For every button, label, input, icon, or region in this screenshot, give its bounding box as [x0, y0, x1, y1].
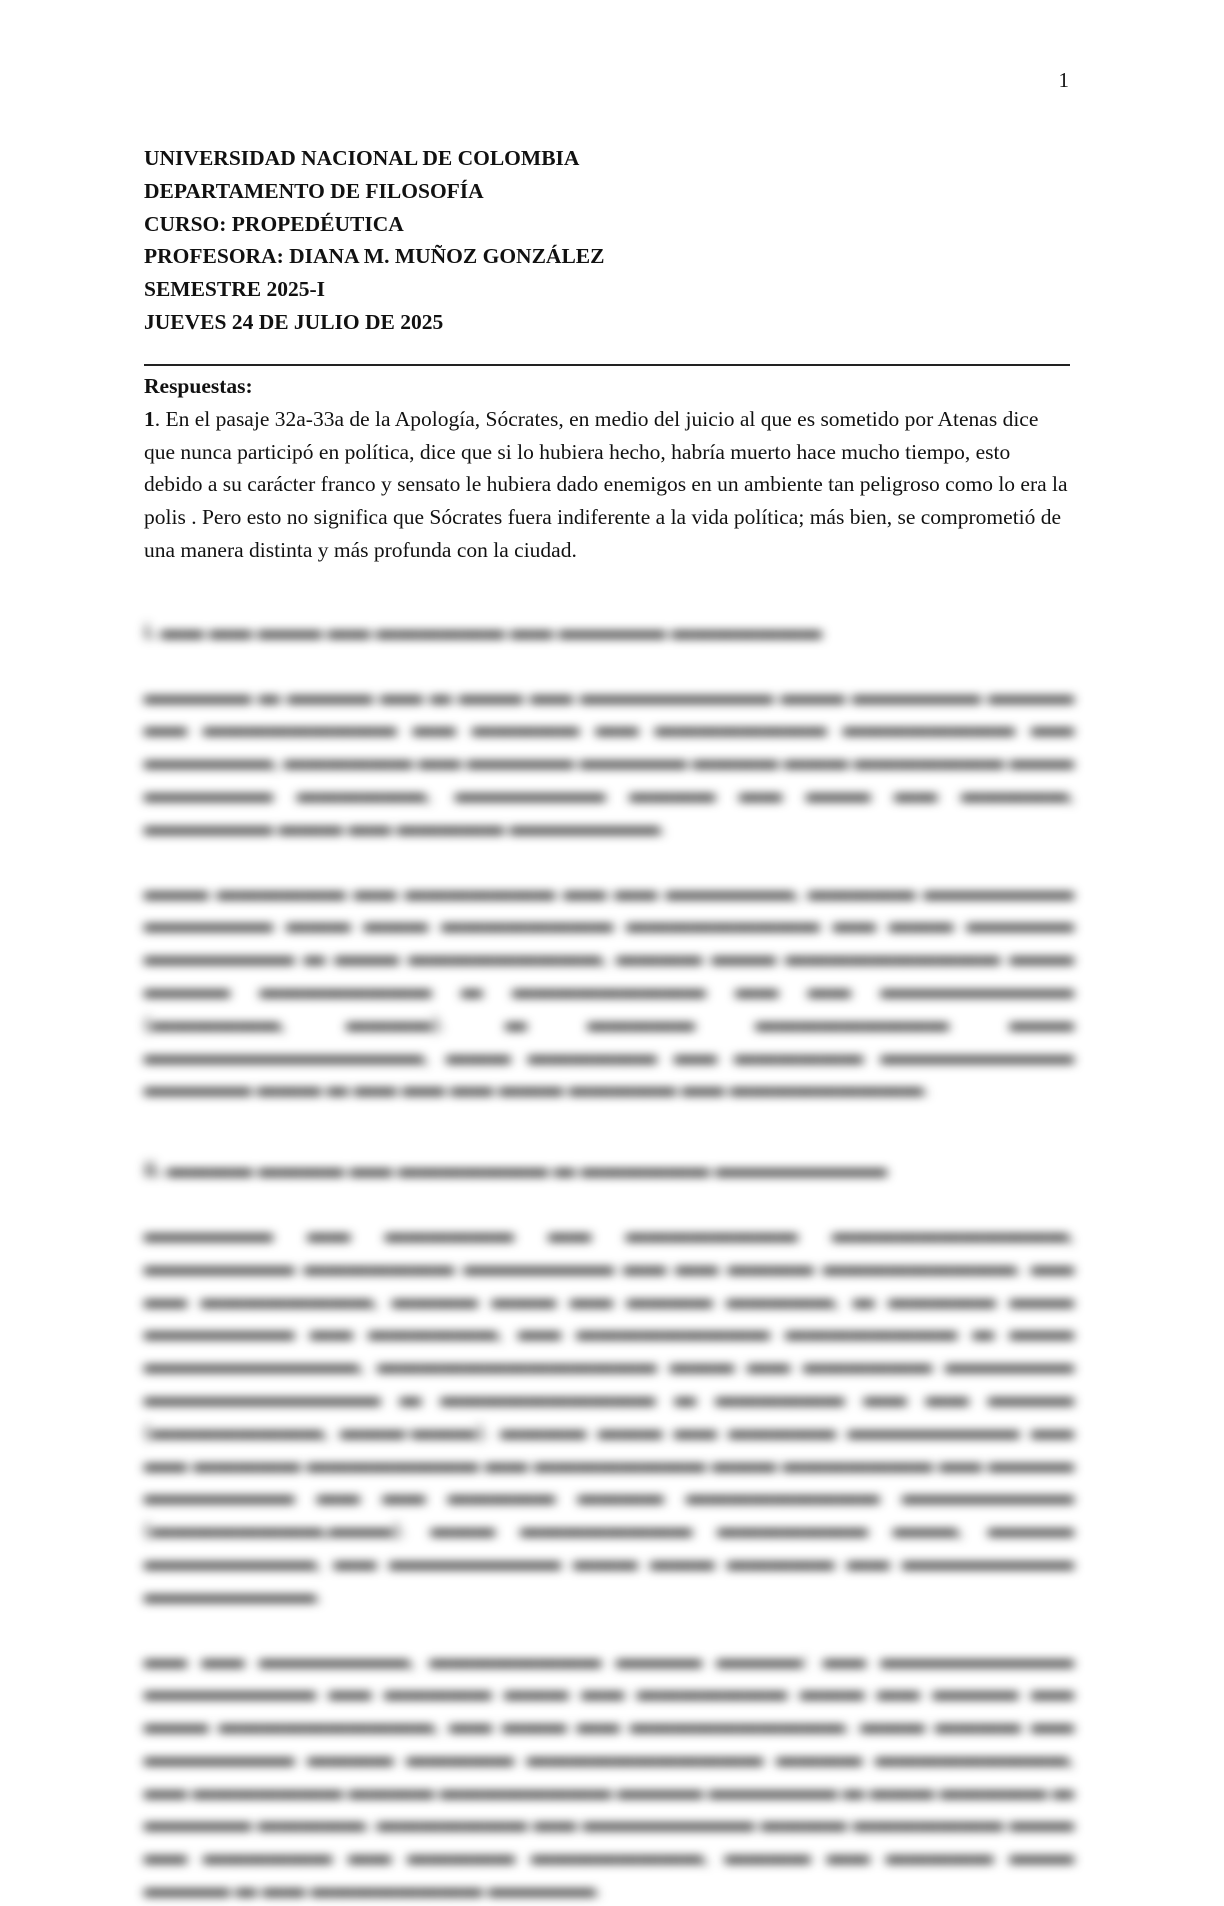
header-department: DEPARTAMENTO DE FILOSOFÍA: [144, 178, 484, 203]
answer-intro-text: . En el pasaje 32a-33a de la Apología, Sócrates, en medio del juicio al que es sometido por Atenas dice que nunca participó en política, dice que si lo hubiera hecho, habría muerto hace mucho tiempo, esto debido a su carácter franco y sensato le hubiera dado enemigos en un ambiente tan peligroso como lo era la polis . Pero esto no significa que Sócrates fuera indiferente a la vida política; más bien, se comprometió de una manera distinta y más profunda con la ciudad.: [144, 406, 1068, 562]
header-university: UNIVERSIDAD NACIONAL DE COLOMBIA: [144, 146, 580, 170]
blurred-paragraph-4: ▬▬ ▬▬ ▬▬▬▬▬▬▬, ▬▬▬▬▬▬▬▬ ▬▬▬▬ ▬▬▬▬: ▬▬ ▬▬▬▬▬▬▬▬▬ ▬▬▬▬▬▬▬▬ ▬▬ ▬▬▬▬▬ ▬▬▬ ▬▬ ▬▬▬▬▬▬▬ ▬▬▬ ▬▬ ▬▬▬▬ ▬▬ ▬▬▬ ▬▬▬▬▬▬▬▬▬▬, ▬▬ ▬▬▬ ▬▬ ▬▬▬▬▬▬▬▬▬▬. ▬▬▬ ▬▬▬▬ ▬▬ ▬▬▬▬▬▬▬ ▬▬▬▬ ▬▬▬▬▬ ▬▬▬▬▬▬▬▬▬▬▬ ▬▬▬▬ ▬▬▬▬▬▬▬▬▬, ▬▬ ▬▬▬▬▬▬▬ ▬▬▬▬ ▬▬▬▬▬▬▬▬ ▬▬▬▬ ▬▬▬▬▬▬ ▬ ▬▬▬ ▬▬▬▬▬ ▬ ▬▬▬▬▬ ▬▬▬▬▬. ▬▬▬▬▬▬▬ ▬▬ ▬▬▬▬▬▬▬▬ ▬▬▬▬ ▬▬▬▬▬▬▬ ▬▬▬ ▬▬ ▬▬▬▬▬▬ ▬▬ ▬▬▬▬▬ ▬▬▬▬▬▬▬▬, ▬▬▬▬ ▬▬ ▬▬▬▬▬ ▬▬▬ ▬▬▬▬ ▬ ▬▬ ▬▬▬▬▬▬▬▬ ▬▬▬▬▬.: [144, 1647, 1074, 1902]
document-header: [144, 142, 1074, 339]
answers-title: Respuestas:: [144, 374, 253, 398]
header-semester: SEMESTRE 2025-I: [144, 277, 325, 302]
header-divider: [144, 364, 1070, 366]
header-course: CURSO: PROPEDÉUTICA: [144, 211, 404, 236]
blurred-paragraph-2: ▬▬▬ ▬▬▬▬▬▬ ▬▬ ▬▬▬▬▬▬▬ ▬▬ ▬▬ ▬▬▬▬▬▬, ▬▬▬▬▬ ▬▬▬▬▬▬▬ ▬▬▬▬▬▬ ▬▬▬ ▬▬▬ ▬▬▬▬▬▬▬▬ ▬▬▬▬▬▬▬▬▬ ▬▬ ▬▬▬ ▬▬▬▬▬ ▬▬▬▬▬▬▬ ▬ ▬▬▬ ▬▬▬▬▬▬▬▬▬, ▬▬▬▬ ▬▬▬ ▬▬▬▬▬▬▬▬▬▬ ▬▬▬ ▬▬▬▬ ▬▬▬▬▬▬▬▬ ▬ ▬▬▬▬▬▬▬▬▬ ▬▬ ▬▬ ▬▬▬▬▬▬▬▬▬ (▬▬▬▬▬▬, ▬▬▬▬). ▬ ▬▬▬▬▬ ▬▬▬▬▬▬▬▬▬ ▬▬▬ ▬▬▬▬▬▬▬▬▬▬▬▬▬, ▬▬▬ ▬▬▬▬▬▬ ▬▬ ▬▬▬▬▬▬ ▬▬▬▬▬▬▬▬▬ ▬▬▬▬▬ ▬▬▬ ▬ ▬▬ ▬▬ ▬▬ ▬▬▬ ▬▬▬▬▬ ▬▬ ▬▬▬▬▬▬▬▬▬.: [144, 879, 1074, 1101]
page-number: 1: [1058, 68, 1069, 92]
blurred-question-2: ii. ▬▬▬▬ ▬▬▬▬ ▬▬ ▬▬▬▬▬▬▬ ▬ ▬▬▬▬▬▬ ▬▬▬▬▬▬▬▬: [144, 1157, 887, 1182]
blurred-paragraph-3: ▬▬▬▬▬▬ ▬▬ ▬▬▬▬▬▬ ▬▬ ▬▬▬▬▬▬▬▬ ▬▬▬▬▬▬▬▬▬▬▬, ▬▬▬▬▬▬▬ ▬▬▬▬▬▬▬ ▬▬▬▬▬▬▬ ▬▬ ▬▬ ▬▬▬▬ ▬▬▬▬▬▬▬▬▬. ▬▬ ▬▬ ▬▬▬▬▬▬▬▬, ▬▬▬▬ ▬▬▬ ▬▬ ▬▬▬▬ ▬▬▬▬▬, ▬ ▬▬▬▬▬ ▬▬▬ ▬▬▬▬▬▬▬ ▬▬ ▬▬▬▬▬▬, ▬▬ ▬▬▬▬▬▬▬▬▬ ▬▬▬▬▬▬▬▬ ▬ ▬▬▬ ▬▬▬▬▬▬▬▬▬▬, ▬▬▬▬▬▬▬▬▬▬▬▬▬ ▬▬▬ ▬▬ ▬▬▬▬▬▬ ▬▬▬▬▬▬ ▬▬▬▬▬▬▬▬▬▬▬ ▬ ▬▬▬▬▬▬▬▬▬▬ ▬ ▬▬▬▬▬▬ ▬▬ ▬▬ ▬▬▬▬ (▬▬▬▬▬▬▬▬, ▬▬▬-▬▬▬). ▬▬▬▬ ▬▬▬ ▬▬ ▬▬▬▬▬ ▬▬▬▬▬▬▬▬ ▬▬ ▬▬ ▬▬▬▬▬ ▬▬▬▬▬▬▬▬ ▬▬ ▬▬▬▬▬▬▬▬ ▬▬▬ ▬▬▬▬▬▬▬ ▬▬ ▬▬▬▬ ▬▬▬▬▬▬▬ ▬▬ ▬▬ ▬▬▬▬▬ ▬▬▬▬ ▬▬▬▬▬▬▬▬▬ ▬▬▬▬▬▬▬▬ (▬▬▬▬▬▬▬▬,▬▬▬). ▬▬▬ ▬▬▬▬▬▬▬▬ ▬▬▬▬▬▬▬ ▬▬▬, ▬▬▬▬ ▬▬▬▬▬▬▬▬, ▬▬ ▬▬▬▬▬▬▬▬ ▬▬▬ ▬▬▬ ▬▬▬▬▬ ▬▬ ▬▬▬▬▬▬▬▬ ▬▬▬▬▬▬▬▬.: [144, 1221, 1074, 1607]
blurred-paragraph-1: ▬▬▬▬▬ ▬ ▬▬▬▬ ▬▬ ▬ ▬▬▬ ▬▬ ▬▬▬▬▬▬▬▬▬ ▬▬▬ ▬▬▬▬▬▬ ▬▬▬▬ ▬▬ ▬▬▬▬▬▬▬▬▬ ▬▬ ▬▬▬▬▬ ▬▬ ▬▬▬▬▬▬▬▬ ▬▬▬▬▬▬▬▬ ▬▬ ▬▬▬▬▬▬, ▬▬▬▬▬▬ ▬▬ ▬▬▬▬▬ ▬▬▬▬▬ ▬▬▬▬ ▬▬▬ ▬▬▬▬▬▬▬ ▬▬▬ ▬▬▬▬▬▬ ▬▬▬▬▬▬, ▬▬▬▬▬▬▬ ▬▬▬▬ ▬▬ ▬▬▬ ▬▬ ▬▬▬▬▬, ▬▬▬▬▬▬ ▬▬▬ ▬▬ ▬▬▬▬▬ ▬▬▬▬▬▬▬.: [144, 683, 1074, 839]
header-date: JUEVES 24 DE JULIO DE 2025: [144, 309, 444, 334]
document-body: [144, 370, 1074, 1906]
header-professor: PROFESORA: DIANA M. MUÑOZ GONZÁLEZ: [144, 244, 605, 269]
answer-number: 1: [144, 406, 155, 431]
blurred-question-1: i. ▬▬ ▬▬ ▬▬▬ ▬▬ ▬▬▬▬▬▬ ▬▬ ▬▬▬▬▬ ▬▬▬▬▬▬▬: [144, 618, 822, 643]
blurred-content: [144, 615, 1074, 1906]
answer-paragraph-1: [144, 403, 1074, 567]
